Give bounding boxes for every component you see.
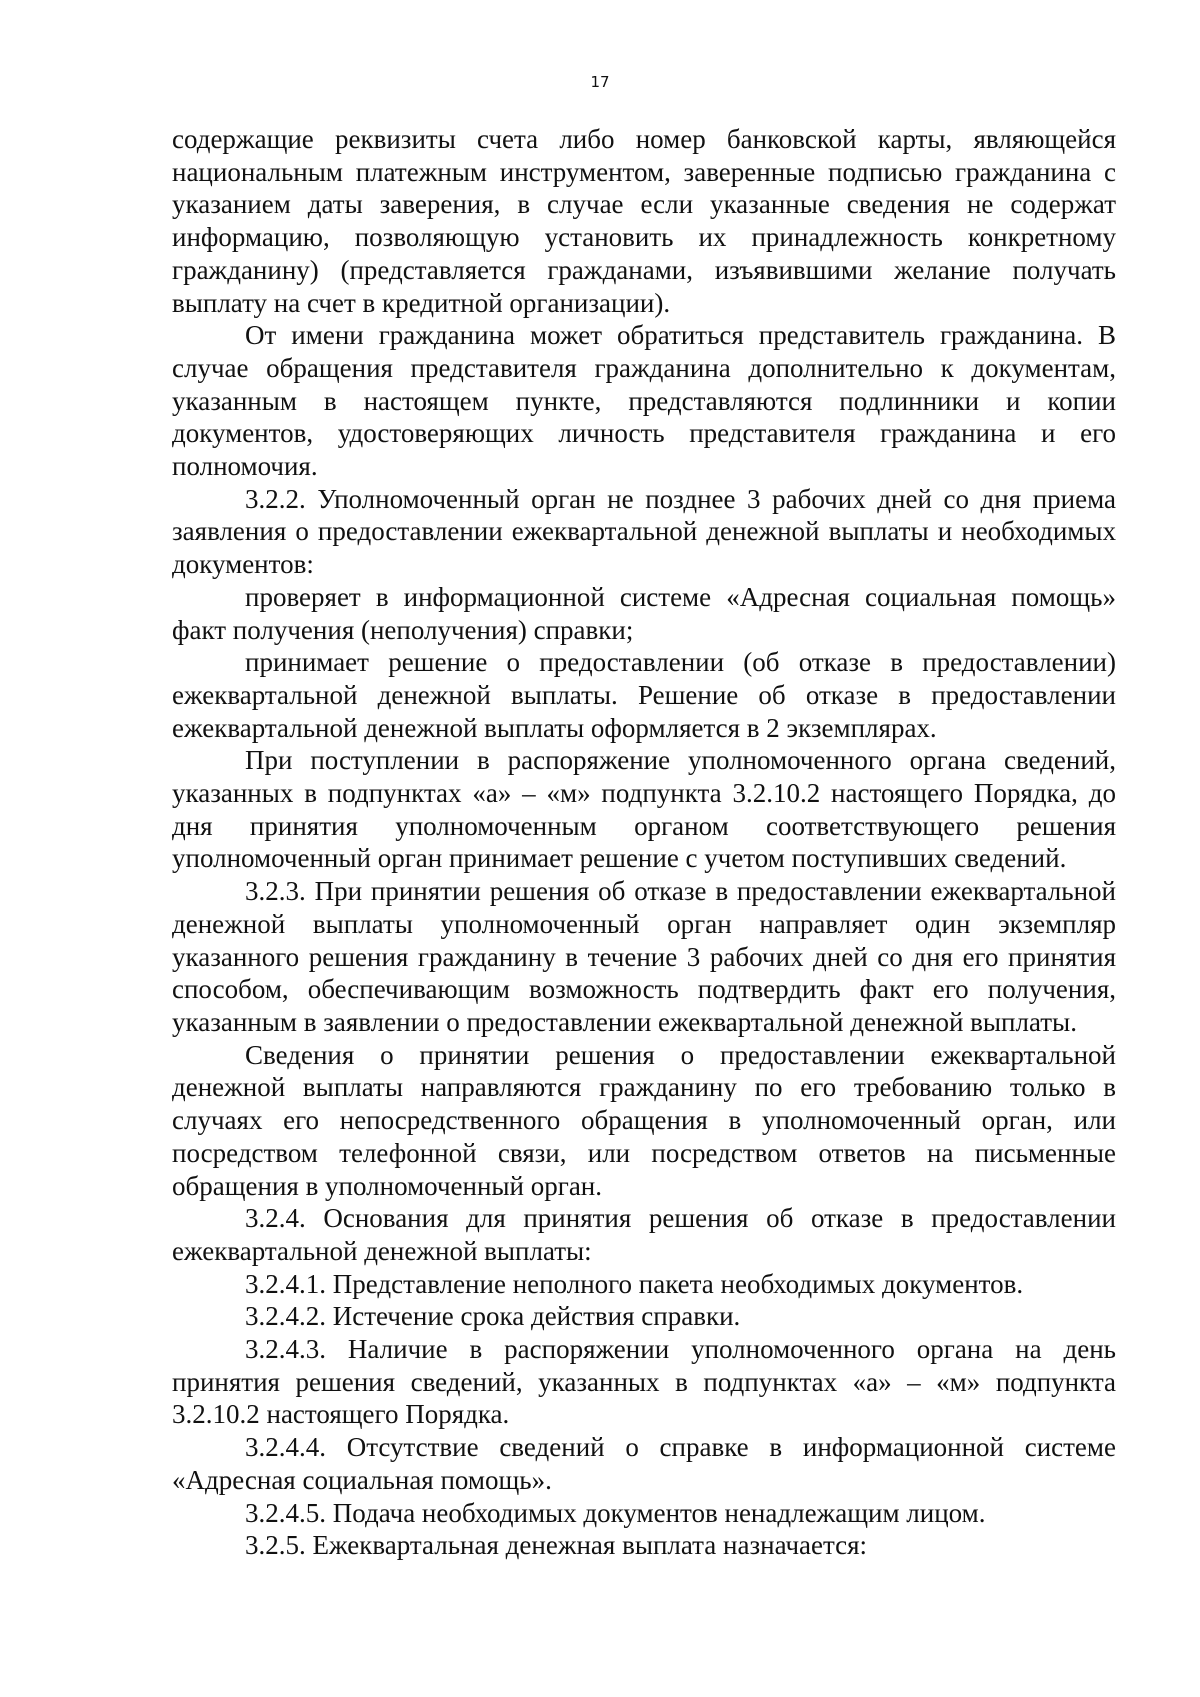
paragraph: Сведения о принятии решения о предоставлении ежеквартальной денежной выплаты направляются гражданину по его требованию только в случаях его непосредственного обращения в уполномоченный орган, или посредством телефонной связи, или посредством ответов на письменные обращения в уполномоченный орган. <box>172 1039 1116 1201</box>
paragraph-clause-3-2-4-4: 3.2.4.4. Отсутствие сведений о справке в информационной системе «Адресная социальная помощь». <box>172 1432 1116 1495</box>
paragraph-clause-3-2-4-5: 3.2.4.5. Подача необходимых документов ненадлежащим лицом. <box>245 1497 986 1528</box>
paragraph: принимает решение о предоставлении (об отказе в предоставлении) ежеквартальной денежной выплаты. Решение об отказе в предоставлении ежеквартальной денежной выплаты оформляется в 2 экземплярах. <box>172 647 1116 743</box>
page-number: 17 <box>590 73 610 91</box>
paragraph: При поступлении в распоряжение уполномоченного органа сведений, указанных в подпунктах «а» – «м» подпункта 3.2.10.2 настоящего Порядка, до дня принятия уполномоченным органом соответствующего решения уполномоченный орган принимает решение с учетом поступивших сведений. <box>172 745 1116 874</box>
paragraph-clause-3-2-5: 3.2.5. Ежеквартальная денежная выплата назначается: <box>245 1530 868 1561</box>
document-body <box>172 123 1116 1562</box>
paragraph-clause-3-2-3: 3.2.3. При принятии решения об отказе в предоставлении ежеквартальной денежной выплаты уполномоченный орган направляет один экземпляр указанного решения гражданину в течение 3 рабочих дней со дня его принятия способом, обеспечивающим возможность подтвердить факт его получения, указанным в заявлении о предоставлении ежеквартальной денежной выплаты. <box>172 876 1116 1037</box>
paragraph-clause-3-2-4-3: 3.2.4.3. Наличие в распоряжении уполномоченного органа на день принятия решения сведений, указанных в подпунктах «а» – «м» подпункта 3.2.10.2 настоящего Порядка. <box>172 1334 1116 1430</box>
paragraph-clause-3-2-4: 3.2.4. Основания для принятия решения об отказе в предоставлении ежеквартальной денежной выплаты: <box>172 1203 1116 1266</box>
paragraph: проверяет в информационной системе «Адресная социальная помощь» факт получения (неполучения) справки; <box>172 581 1116 645</box>
paragraph: содержащие реквизиты счета либо номер банковской карты, являющейся национальным платежным инструментом, заверенные подписью гражданина с указанием даты заверения, в случае если указанные сведения не содержат информацию, позволяющую установить их принадлежность конкретному гражданину) (представляется гражданами, изъявившими желание получать выплату на счет в кредитной организации). <box>172 124 1116 318</box>
paragraph-clause-3-2-4-1: 3.2.4.1. Представление неполного пакета необходимых документов. <box>245 1268 1024 1299</box>
paragraph: От имени гражданина может обратиться представитель гражданина. В случае обращения представителя гражданина дополнительно к документам, указанным в настоящем пункте, представляются подлинники и копии документов, удостоверяющих личность представителя гражданина и его полномочия. <box>172 320 1116 482</box>
paragraph-clause-3-2-2: 3.2.2. Уполномоченный орган не позднее 3 рабочих дней со дня приема заявления о предоставлении ежеквартальной денежной выплаты и необходимых документов: <box>172 483 1116 580</box>
paragraph-clause-3-2-4-2: 3.2.4.2. Истечение срока действия справки. <box>245 1301 741 1332</box>
